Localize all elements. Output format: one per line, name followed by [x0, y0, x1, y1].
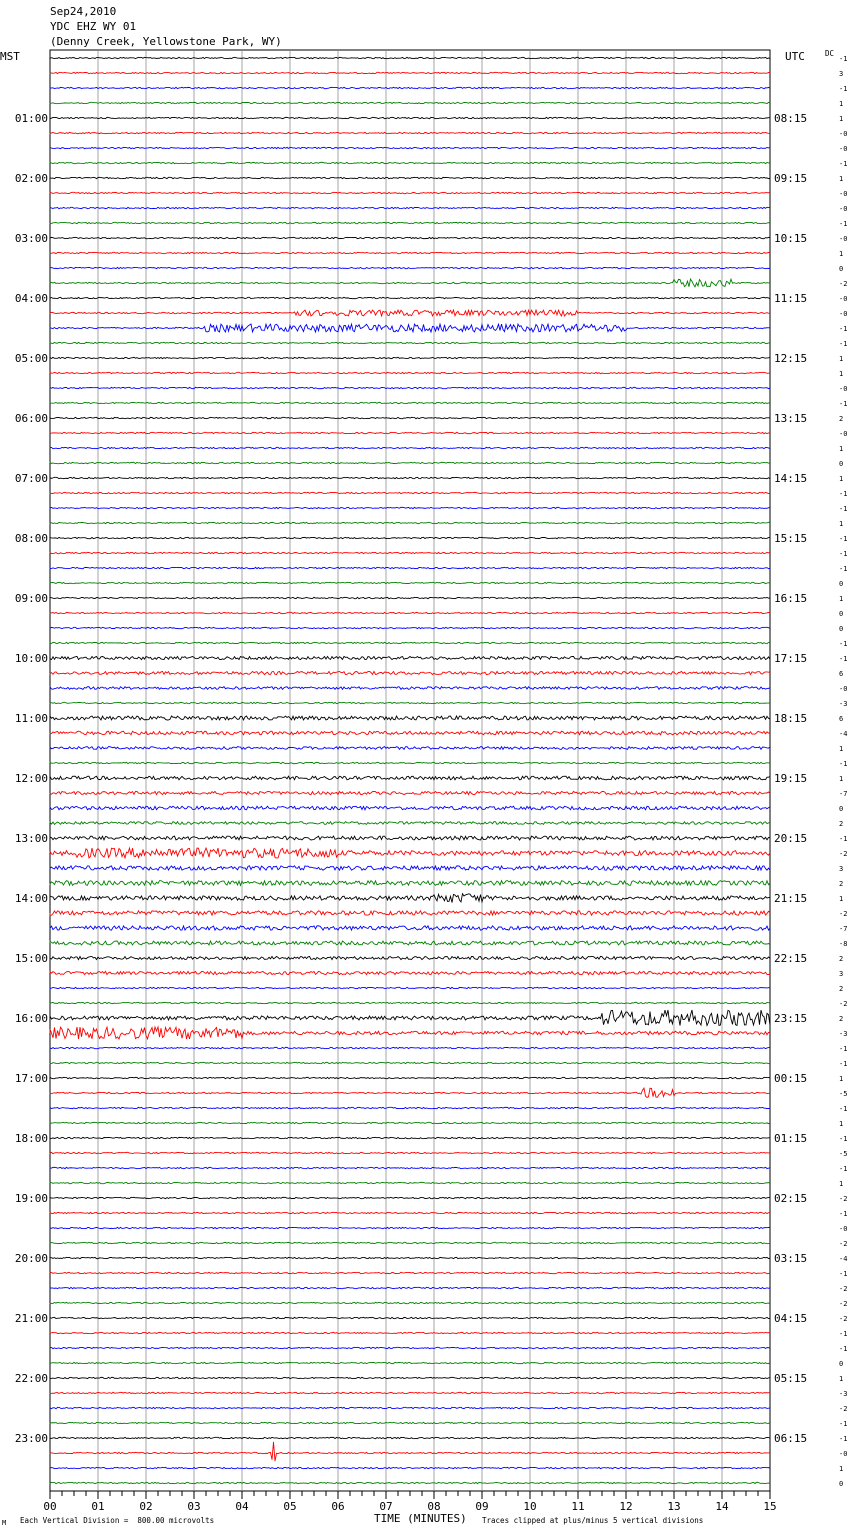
trace-line-77: [50, 1212, 770, 1213]
dc-offset-11: -1: [839, 220, 848, 228]
trace-line-17: [50, 310, 770, 316]
dc-offset-27: 0: [839, 460, 844, 468]
dc-offset-64: 2: [839, 1015, 844, 1023]
right-hour-label: 20:15: [774, 832, 808, 845]
trace-line-51: [50, 822, 770, 825]
dc-offset-84: -2: [839, 1315, 848, 1323]
left-hour-label: 20:00: [14, 1252, 48, 1265]
trace-line-42: [50, 687, 770, 690]
dc-offset-48: 1: [839, 775, 844, 783]
trace-line-31: [50, 522, 770, 523]
trace-line-19: [50, 342, 770, 343]
x-tick-label: 15: [763, 1500, 777, 1513]
right-hour-label: 09:15: [774, 172, 808, 185]
dc-offset-69: -5: [839, 1090, 848, 1098]
trace-line-48: [50, 776, 770, 780]
trace-line-52: [50, 836, 770, 840]
trace-line-16: [50, 297, 770, 298]
dc-offset-92: -1: [839, 1435, 848, 1443]
left-hour-label: 15:00: [14, 952, 48, 965]
trace-line-43: [50, 702, 770, 703]
vertical-division-note: Each Vertical Division = 800.00 microvolts: [20, 1516, 215, 1525]
trace-line-54: [50, 866, 770, 870]
trace-line-71: [50, 1122, 770, 1123]
dc-offset-16: -0: [839, 295, 848, 303]
dc-offset-15: -2: [839, 280, 848, 288]
plot-frame: [50, 50, 770, 1491]
trace-line-56: [50, 894, 770, 903]
right-hour-label: 18:15: [774, 712, 808, 725]
dc-offset-46: 1: [839, 745, 844, 753]
trace-line-61: [50, 971, 770, 974]
x-tick-label: 14: [715, 1500, 729, 1513]
trace-line-66: [50, 1047, 770, 1048]
trace-line-94: [50, 1467, 770, 1468]
right-timezone-label: UTC: [785, 50, 805, 63]
dc-offset-67: -1: [839, 1060, 848, 1068]
x-tick-label: 03: [187, 1500, 201, 1513]
dc-offset-91: -1: [839, 1420, 848, 1428]
dc-offset-17: -0: [839, 310, 848, 318]
dc-offset-62: 2: [839, 985, 844, 993]
trace-line-64: [50, 1010, 770, 1026]
right-hour-label: 05:15: [774, 1372, 808, 1385]
left-hour-label: 09:00: [14, 592, 48, 605]
dc-offset-header: DC: [825, 49, 835, 58]
left-hour-label: 21:00: [14, 1312, 48, 1325]
trace-line-63: [50, 1002, 770, 1003]
right-hour-label: 11:15: [774, 292, 808, 305]
trace-line-12: [50, 237, 770, 238]
plot-date: Sep24,2010: [50, 5, 117, 18]
trace-line-81: [50, 1272, 770, 1273]
right-hour-label: 13:15: [774, 412, 808, 425]
left-hour-label: 13:00: [14, 832, 48, 845]
dc-offset-3: 1: [839, 100, 844, 108]
trace-line-88: [50, 1377, 770, 1378]
trace-line-11: [50, 222, 770, 223]
trace-line-76: [50, 1197, 770, 1198]
trace-line-24: [50, 417, 770, 418]
minute-gridlines: [50, 50, 770, 1491]
trace-line-73: [50, 1152, 770, 1153]
dc-offset-14: 0: [839, 265, 844, 273]
x-tick-label: 00: [43, 1500, 57, 1513]
dc-offset-4: 1: [839, 115, 844, 123]
dc-offset-29: -1: [839, 490, 848, 498]
x-tick-label: 07: [379, 1500, 393, 1513]
dc-offset-42: -0: [839, 685, 848, 693]
trace-line-53: [50, 848, 770, 858]
trace-line-68: [50, 1077, 770, 1078]
dc-offset-70: -1: [839, 1105, 848, 1113]
trace-line-3: [50, 102, 770, 103]
right-hour-label: 01:15: [774, 1132, 808, 1145]
dc-offset-95: 0: [839, 1480, 844, 1488]
left-hour-label: 19:00: [14, 1192, 48, 1205]
trace-line-79: [50, 1242, 770, 1243]
left-hour-label: 02:00: [14, 172, 48, 185]
dc-offset-58: -7: [839, 925, 848, 933]
dc-offset-63: -2: [839, 1000, 848, 1008]
dc-offset-49: -7: [839, 790, 848, 798]
dc-offset-44: 6: [839, 715, 844, 723]
left-hour-label: 06:00: [14, 412, 48, 425]
trace-line-41: [50, 671, 770, 674]
right-hour-label: 03:15: [774, 1252, 808, 1265]
trace-line-60: [50, 956, 770, 959]
right-hour-label: 15:15: [774, 532, 808, 545]
left-hour-label: 04:00: [14, 292, 48, 305]
trace-line-10: [50, 207, 770, 208]
trace-line-45: [50, 731, 770, 735]
trace-line-46: [50, 747, 770, 750]
dc-offset-55: 2: [839, 880, 844, 888]
trace-line-90: [50, 1407, 770, 1408]
trace-line-1: [50, 72, 770, 73]
dc-offset-39: -1: [839, 640, 848, 648]
dc-offset-89: -3: [839, 1390, 848, 1398]
left-hour-label: 18:00: [14, 1132, 48, 1145]
trace-line-25: [50, 432, 770, 433]
trace-line-4: [50, 117, 770, 118]
trace-line-39: [50, 642, 770, 643]
x-tick-label: 10: [523, 1500, 537, 1513]
dc-offset-23: -1: [839, 400, 848, 408]
dc-offset-71: 1: [839, 1120, 844, 1128]
dc-offset-13: 1: [839, 250, 844, 258]
trace-line-82: [50, 1287, 770, 1288]
dc-offset-28: 1: [839, 475, 844, 483]
trace-line-62: [50, 987, 770, 988]
trace-line-9: [50, 192, 770, 193]
x-tick-label: 01: [91, 1500, 105, 1513]
right-hour-label: 00:15: [774, 1072, 808, 1085]
right-hour-label: 19:15: [774, 772, 808, 785]
left-hour-label: 17:00: [14, 1072, 48, 1085]
trace-line-44: [50, 716, 770, 720]
dc-offset-72: -1: [839, 1135, 848, 1143]
left-hour-label: 12:00: [14, 772, 48, 785]
trace-line-13: [50, 252, 770, 253]
dc-offset-36: 1: [839, 595, 844, 603]
corner-mark: M: [2, 1519, 7, 1527]
dc-offset-20: 1: [839, 355, 844, 363]
trace-line-75: [50, 1182, 770, 1183]
dc-offset-65: -3: [839, 1030, 848, 1038]
trace-line-57: [50, 911, 770, 915]
trace-line-5: [50, 132, 770, 133]
right-hour-label: 06:15: [774, 1432, 808, 1445]
trace-line-74: [50, 1167, 770, 1168]
trace-line-18: [50, 324, 770, 332]
trace-line-65: [50, 1027, 770, 1039]
dc-offset-74: -1: [839, 1165, 848, 1173]
dc-offset-9: -0: [839, 190, 848, 198]
trace-line-7: [50, 162, 770, 163]
dc-offset-37: 0: [839, 610, 844, 618]
dc-offset-6: -0: [839, 145, 848, 153]
dc-offset-82: -2: [839, 1285, 848, 1293]
trace-line-83: [50, 1302, 770, 1303]
trace-line-84: [50, 1317, 770, 1318]
dc-offset-94: 1: [839, 1465, 844, 1473]
trace-line-50: [50, 806, 770, 810]
dc-offset-57: -2: [839, 910, 848, 918]
right-hour-label: 23:15: [774, 1012, 808, 1025]
dc-offset-21: 1: [839, 370, 844, 378]
dc-offset-12: -0: [839, 235, 848, 243]
seismic-traces: [50, 55, 847, 1488]
trace-line-95: [50, 1482, 770, 1483]
trace-line-26: [50, 447, 770, 448]
dc-offset-0: -1: [839, 55, 848, 63]
dc-offset-30: -1: [839, 505, 848, 513]
dc-offset-40: -1: [839, 655, 848, 663]
trace-line-69: [50, 1088, 770, 1097]
dc-offset-19: -1: [839, 340, 848, 348]
trace-line-47: [50, 762, 770, 763]
dc-offset-51: 2: [839, 820, 844, 828]
trace-line-28: [50, 477, 770, 478]
trace-line-14: [50, 267, 770, 268]
dc-offset-60: 2: [839, 955, 844, 963]
trace-line-67: [50, 1062, 770, 1063]
trace-line-2: [50, 87, 770, 88]
trace-line-33: [50, 552, 770, 553]
dc-offset-85: -1: [839, 1330, 848, 1338]
trace-line-20: [50, 357, 770, 358]
trace-line-34: [50, 567, 770, 568]
trace-line-38: [50, 627, 770, 628]
trace-line-27: [50, 462, 770, 463]
dc-offset-90: -2: [839, 1405, 848, 1413]
dc-offset-22: -0: [839, 385, 848, 393]
dc-offset-2: -1: [839, 85, 848, 93]
dc-offset-78: -0: [839, 1225, 848, 1233]
trace-line-80: [50, 1257, 770, 1258]
dc-offset-87: 0: [839, 1360, 844, 1368]
dc-offset-5: -0: [839, 130, 848, 138]
trace-line-72: [50, 1137, 770, 1138]
right-hour-label: 12:15: [774, 352, 808, 365]
dc-offset-24: 2: [839, 415, 844, 423]
dc-offset-80: -4: [839, 1255, 848, 1263]
dc-offset-59: -8: [839, 940, 848, 948]
left-hour-label: 05:00: [14, 352, 48, 365]
dc-offset-32: -1: [839, 535, 848, 543]
trace-line-89: [50, 1392, 770, 1393]
x-axis-title: TIME (MINUTES): [374, 1512, 467, 1525]
dc-offset-31: 1: [839, 520, 844, 528]
dc-offset-53: -2: [839, 850, 848, 858]
right-hour-label: 04:15: [774, 1312, 808, 1325]
dc-offset-61: 3: [839, 970, 844, 978]
x-tick-label: 13: [667, 1500, 681, 1513]
x-tick-label: 09: [475, 1500, 489, 1513]
right-hour-label: 16:15: [774, 592, 808, 605]
dc-offset-93: -0: [839, 1450, 848, 1458]
dc-offset-41: 6: [839, 670, 844, 678]
left-hour-label: 08:00: [14, 532, 48, 545]
dc-offset-10: -0: [839, 205, 848, 213]
right-hour-label: 08:15: [774, 112, 808, 125]
dc-offset-76: -2: [839, 1195, 848, 1203]
left-hour-label: 23:00: [14, 1432, 48, 1445]
trace-line-70: [50, 1107, 770, 1108]
trace-line-30: [50, 507, 770, 508]
dc-offset-88: 1: [839, 1375, 844, 1383]
dc-offset-18: -1: [839, 325, 848, 333]
right-hour-label: 10:15: [774, 232, 808, 245]
trace-line-40: [50, 656, 770, 659]
trace-line-85: [50, 1332, 770, 1333]
trace-line-0: [50, 57, 770, 58]
trace-line-22: [50, 387, 770, 388]
dc-offset-25: -0: [839, 430, 848, 438]
dc-offset-34: -1: [839, 565, 848, 573]
x-tick-label: 02: [139, 1500, 153, 1513]
left-hour-label: 01:00: [14, 112, 48, 125]
trace-line-15: [50, 279, 770, 287]
trace-line-49: [50, 791, 770, 794]
trace-line-36: [50, 597, 770, 598]
dc-offset-83: -2: [839, 1300, 848, 1308]
dc-offset-43: -3: [839, 700, 848, 708]
dc-offset-79: -2: [839, 1240, 848, 1248]
dc-offset-33: -1: [839, 550, 848, 558]
dc-offset-52: -1: [839, 835, 848, 843]
left-hour-label: 11:00: [14, 712, 48, 725]
trace-line-55: [50, 881, 770, 886]
dc-offset-1: 3: [839, 70, 844, 78]
trace-line-6: [50, 147, 770, 148]
trace-line-59: [50, 941, 770, 945]
dc-offset-47: -1: [839, 760, 848, 768]
trace-line-91: [50, 1422, 770, 1423]
dc-offset-54: 3: [839, 865, 844, 873]
right-hour-label: 14:15: [774, 472, 808, 485]
dc-offset-38: 0: [839, 625, 844, 633]
trace-line-92: [50, 1437, 770, 1438]
dc-offset-45: -4: [839, 730, 848, 738]
x-tick-label: 12: [619, 1500, 633, 1513]
dc-offset-86: -1: [839, 1345, 848, 1353]
right-hour-label: 02:15: [774, 1192, 808, 1205]
x-tick-label: 05: [283, 1500, 297, 1513]
left-hour-label: 07:00: [14, 472, 48, 485]
left-hour-label: 10:00: [14, 652, 48, 665]
dc-offset-7: -1: [839, 160, 848, 168]
dc-offset-35: 0: [839, 580, 844, 588]
trace-line-35: [50, 582, 770, 583]
trace-line-8: [50, 177, 770, 178]
dc-offset-77: -1: [839, 1210, 848, 1218]
station-code: YDC EHZ WY 01: [50, 20, 137, 33]
dc-offset-81: -1: [839, 1270, 848, 1278]
trace-line-93: [50, 1442, 770, 1461]
left-hour-label: 22:00: [14, 1372, 48, 1385]
right-hour-label: 17:15: [774, 652, 808, 665]
x-tick-label: 06: [331, 1500, 345, 1513]
trace-line-78: [50, 1227, 770, 1228]
dc-offset-66: -1: [839, 1045, 848, 1053]
x-tick-label: 04: [235, 1500, 249, 1513]
dc-offset-75: 1: [839, 1180, 844, 1188]
trace-line-37: [50, 612, 770, 613]
trace-line-29: [50, 492, 770, 493]
trace-line-32: [50, 537, 770, 538]
trace-line-21: [50, 372, 770, 373]
clipping-note: Traces clipped at plus/minus 5 vertical divisions: [482, 1516, 704, 1525]
dc-offset-8: 1: [839, 175, 844, 183]
left-hour-label: 16:00: [14, 1012, 48, 1025]
dc-offset-73: -5: [839, 1150, 848, 1158]
dc-offset-26: 1: [839, 445, 844, 453]
trace-line-58: [50, 926, 770, 930]
right-hour-label: 22:15: [774, 952, 808, 965]
dc-offset-56: 1: [839, 895, 844, 903]
x-tick-label: 11: [571, 1500, 585, 1513]
dc-offset-50: 0: [839, 805, 844, 813]
x-tick-label: 08: [427, 1500, 441, 1513]
station-location: (Denny Creek, Yellowstone Park, WY): [50, 35, 282, 48]
left-hour-label: 03:00: [14, 232, 48, 245]
trace-line-86: [50, 1347, 770, 1348]
trace-line-23: [50, 402, 770, 403]
right-hour-label: 21:15: [774, 892, 808, 905]
trace-line-87: [50, 1362, 770, 1363]
dc-offset-68: 1: [839, 1075, 844, 1083]
left-hour-label: 14:00: [14, 892, 48, 905]
left-timezone-label: MST: [0, 50, 20, 63]
